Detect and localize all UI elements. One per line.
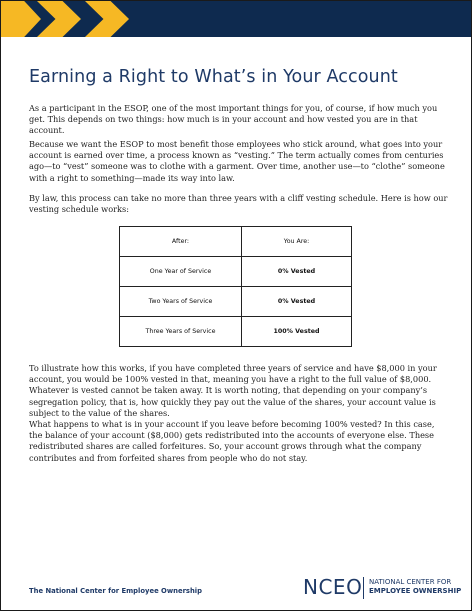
- chevron-icon: [1, 1, 41, 37]
- chevron-icon: [37, 1, 81, 37]
- header-banner: [1, 1, 471, 37]
- page-title: Earning a Right to What’s in Your Account: [29, 67, 398, 87]
- paragraph-forfeitures: What happens to what is in your account if you leave before becoming 100% vested? In this case, the balance of your account ($8,000) gets redistributed into the accounts of everyone else. These redistributed shares are called forfeitures. So, your account grows through what the company contributes and from forfeited shares from people who do not stay.: [29, 419, 435, 463]
- paragraph-vesting-definition: Because we want the ESOP to most benefit those employees who stick around, what goes into your account is earned over time, a process known as “vesting.” The term actually comes from centuries ago—to “vest” someone was to clothe with a garment. Over time, another use—to “clothe” someone with a right to something—made its way into law.: [29, 139, 445, 183]
- logo-divider: [363, 577, 364, 599]
- logo-line-2: EMPLOYEE OWNERSHIP: [369, 587, 462, 595]
- vesting-schedule-table: [119, 226, 352, 347]
- table-row: [120, 257, 352, 287]
- logo-line-1: NATIONAL CENTER FOR: [369, 578, 452, 586]
- table-row: [120, 317, 352, 347]
- paragraph-vesting-schedule-intro: By law, this process can take no more than three years with a cliff vesting schedule. Here is how our vesting schedule works:: [29, 193, 448, 215]
- table-cell-service: One Year of Service: [120, 257, 242, 287]
- nceo-logo: NCEO: [303, 575, 363, 599]
- paragraph-example: To illustrate how this works, if you have completed three years of service and have $8,000 in your account, you would be 100% vested in that, meaning you have a right to the full value of $8,000. Whatever is vested cannot be taken away. It is worth noting, that depending on your company’s segregation policy, that is, how quickly they pay out the value of the shares, your account value is subject to the value of the shares.: [29, 363, 437, 418]
- table-cell-service: Three Years of Service: [120, 317, 242, 347]
- logo-text: [369, 578, 469, 596]
- table-cell-vested: 100% Vested: [242, 317, 352, 347]
- table-header-row: [120, 227, 352, 257]
- table-cell-service: Two Years of Service: [120, 287, 242, 317]
- table-cell-vested: 0% Vested: [242, 257, 352, 287]
- footer-organization-name: The National Center for Employee Ownership: [29, 587, 202, 595]
- chevron-icon: [85, 1, 129, 37]
- column-header-you-are: You Are:: [242, 227, 352, 257]
- table-row: [120, 287, 352, 317]
- column-header-after: After:: [120, 227, 242, 257]
- table-cell-vested: 0% Vested: [242, 287, 352, 317]
- paragraph-intro: As a participant in the ESOP, one of the most important things for you, of course, if how much you get. This depends on two things: how much is in your account and how vested you are in that account.: [29, 103, 438, 136]
